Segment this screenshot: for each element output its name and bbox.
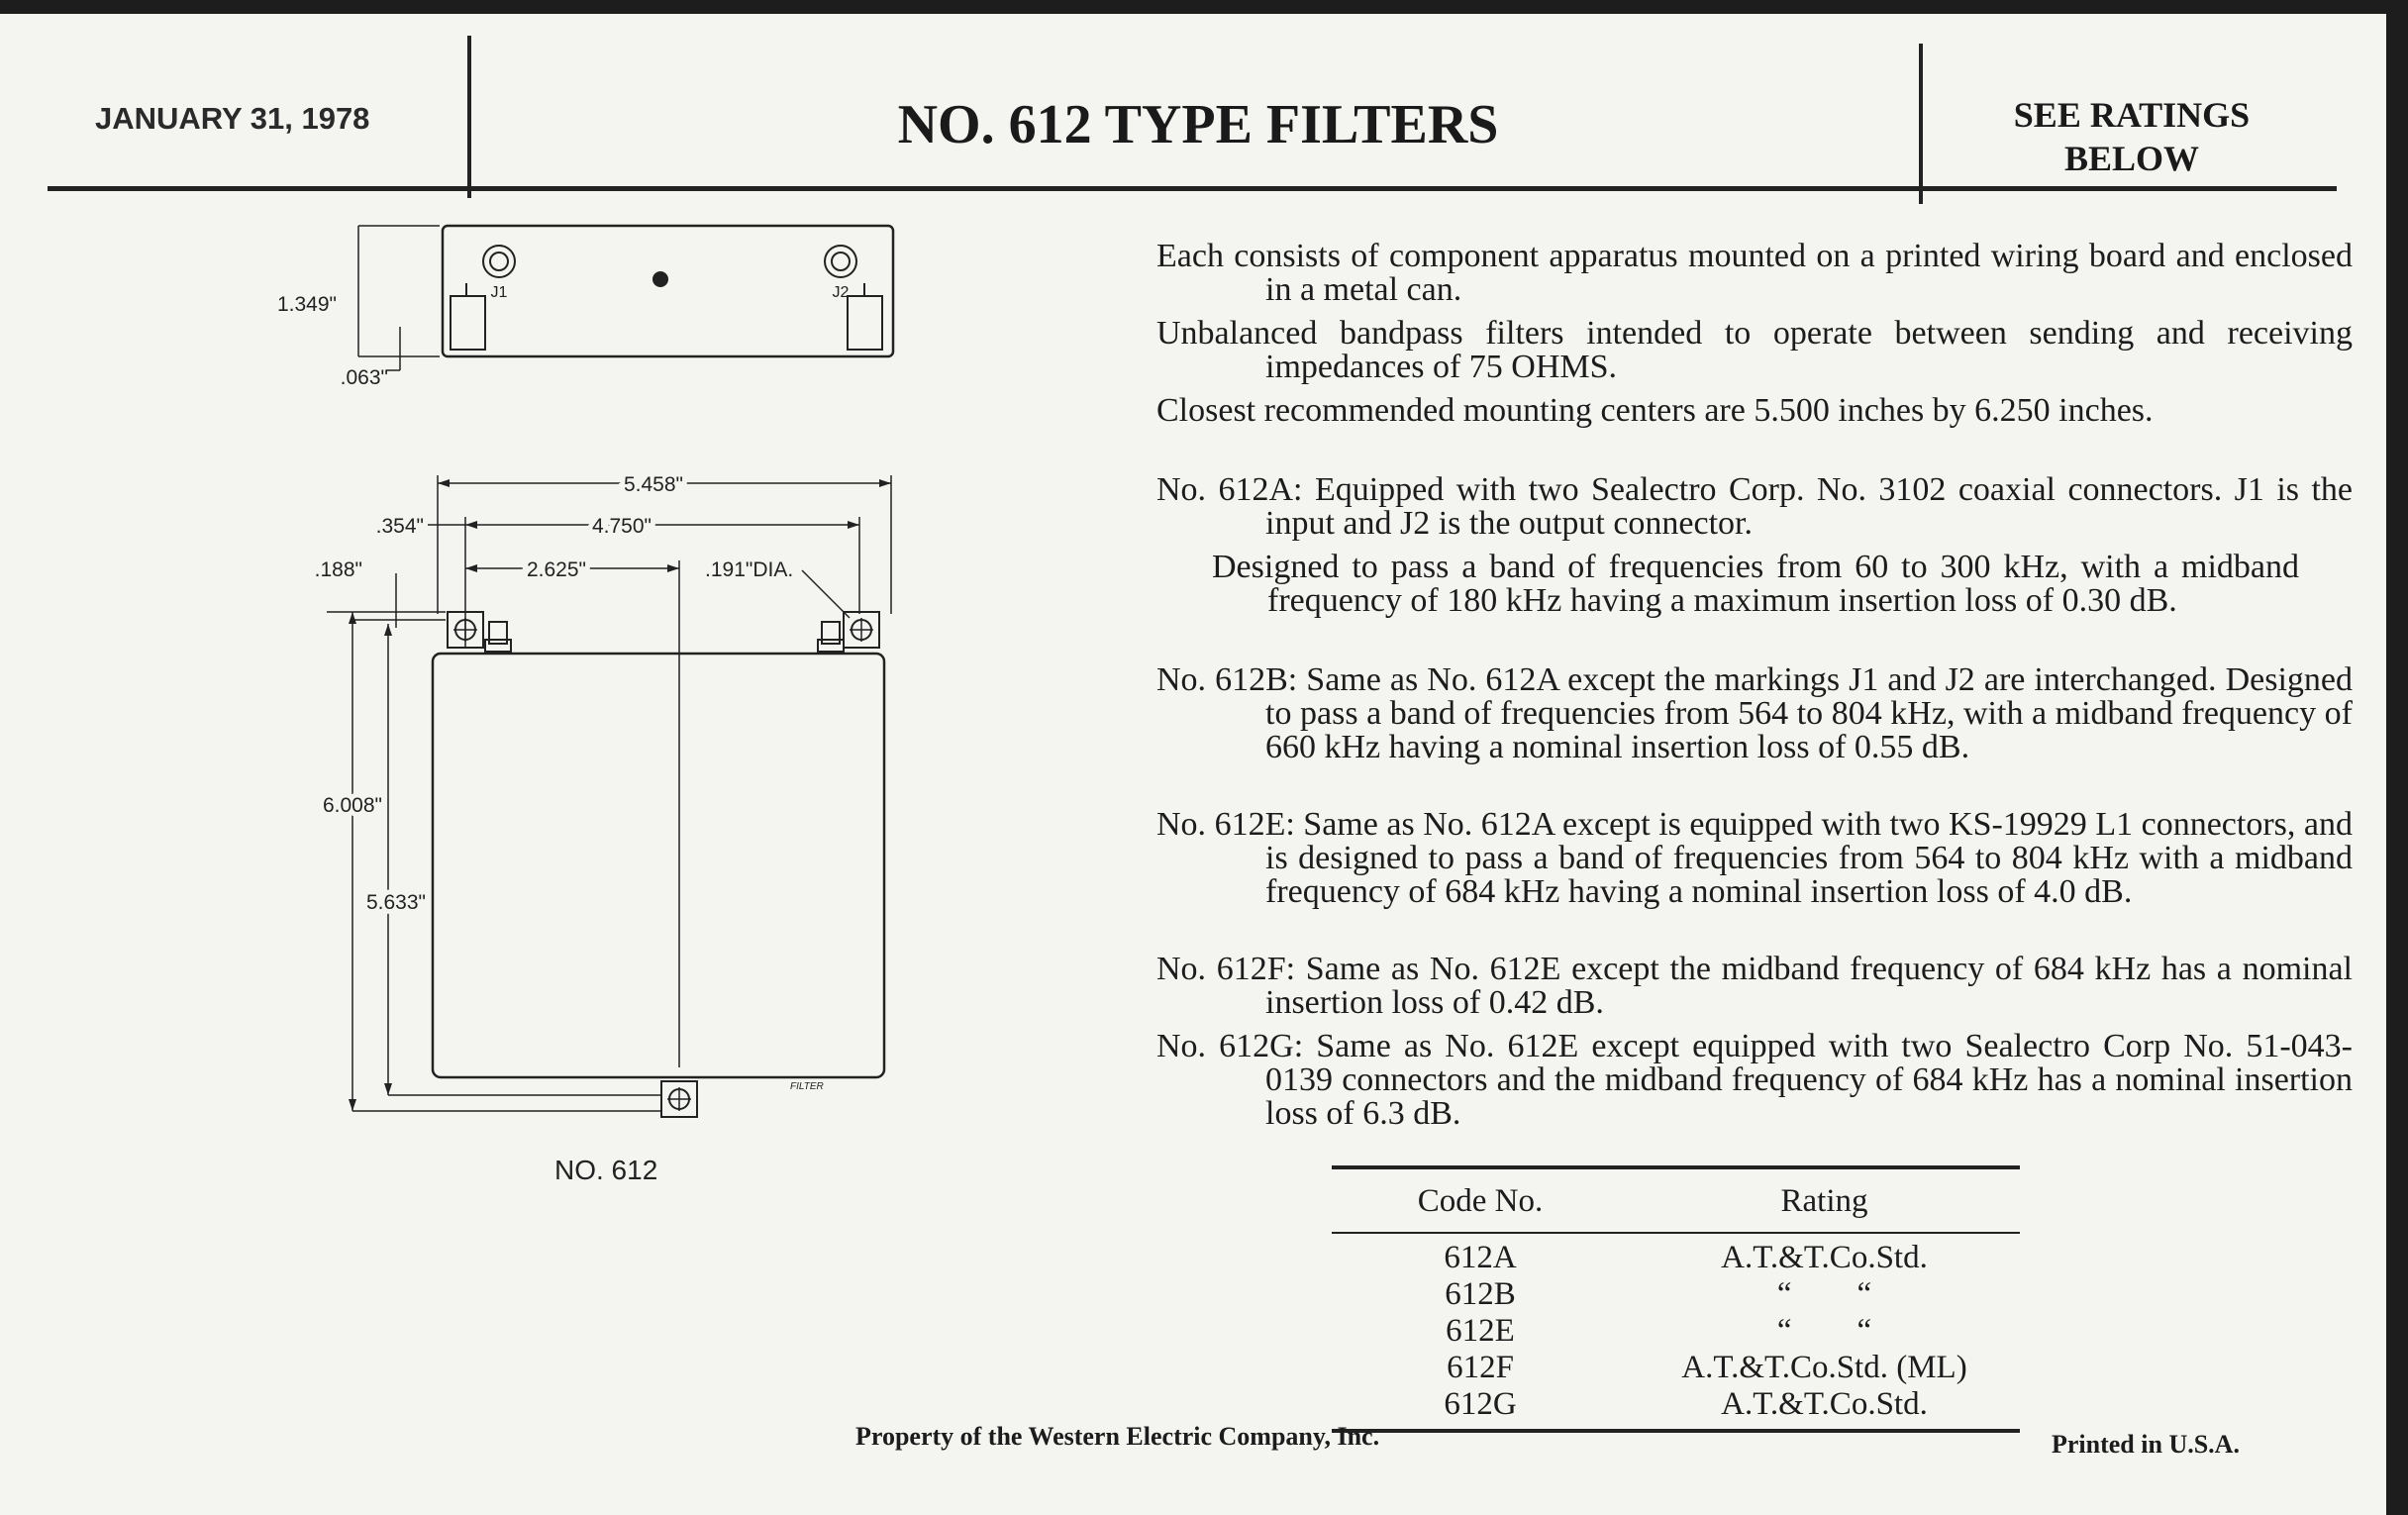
header-divider-left bbox=[467, 36, 471, 198]
issue-date: JANUARY 31, 1978 bbox=[95, 101, 370, 136]
j2-connector-icon bbox=[825, 246, 856, 277]
ratings-note bbox=[1929, 93, 2335, 180]
center-screw-icon bbox=[653, 272, 667, 286]
side-view-foot-right bbox=[848, 296, 882, 350]
side-view-foot-left bbox=[451, 296, 485, 350]
label-j1: J1 bbox=[490, 284, 508, 301]
spec-card bbox=[0, 14, 2386, 1515]
dim-188: .188" bbox=[314, 558, 362, 581]
rating-cell: A.T.&T.Co.Std. bbox=[1721, 1386, 1928, 1422]
label-j2: J2 bbox=[832, 284, 850, 301]
rating-cell: “ “ bbox=[1776, 1276, 1872, 1312]
desc-mounting: Closest recommended mounting centers are 5.500 inches by 6.250 inches. bbox=[1156, 392, 2154, 429]
desc-impedance: Unbalanced bandpass filters intended to operate between sending and receiving impedances of 75 OHMS. bbox=[1156, 315, 2353, 385]
code-cell: 612E bbox=[1446, 1313, 1515, 1349]
dim-354: .354" bbox=[375, 515, 424, 538]
table-row bbox=[1332, 1386, 2020, 1431]
desc-612e: No. 612E: Same as No. 612A except is equipped with two KS-19929 L1 connectors, and is designed to pass a band of frequencies from 564 to 804 kHz with a midband frequency of 684 kHz having a nominal insertion loss of 4.0 dB. bbox=[1156, 806, 2353, 910]
header-rule bbox=[48, 186, 2337, 191]
dim-4750: 4.750" bbox=[591, 515, 652, 538]
rating-cell: A.T.&T.Co.Std. bbox=[1721, 1240, 1928, 1275]
label-filter: FILTER bbox=[790, 1081, 824, 1092]
ratings-table bbox=[1332, 1165, 2020, 1433]
desc-construction: Each consists of component apparatus mounted on a printed wiring board and enclosed in a metal can. bbox=[1156, 238, 2353, 308]
col-rating: Rating bbox=[1629, 1167, 2020, 1233]
dim-5633: 5.633" bbox=[365, 891, 426, 914]
header-divider-right bbox=[1919, 44, 1923, 204]
rating-cell: “ “ bbox=[1776, 1313, 1872, 1349]
filter-drawing bbox=[0, 198, 970, 1188]
dim-063: .063" bbox=[340, 366, 388, 389]
dim-2625: 2.625" bbox=[526, 558, 587, 581]
drawing-caption: NO. 612 bbox=[554, 1155, 658, 1185]
dim-1349: 1.349" bbox=[276, 293, 337, 316]
filter-can-body bbox=[433, 654, 884, 1077]
rating-cell: A.T.&T.Co.Std. (ML) bbox=[1681, 1350, 1967, 1385]
code-cell: 612G bbox=[1444, 1386, 1517, 1422]
desc-612g: No. 612G: Same as No. 612E except equipped with two Sealectro Corp No. 51-043-0139 connectors and the midband frequency of 684 kHz has a nominal insertion loss of 6.3 dB. bbox=[1156, 1028, 2353, 1132]
code-cell: 612F bbox=[1447, 1350, 1514, 1385]
ratings-header-row bbox=[1332, 1167, 2020, 1233]
table-row bbox=[1332, 1313, 2020, 1350]
col-code: Code No. bbox=[1332, 1167, 1629, 1233]
desc-612f: No. 612F: Same as No. 612E except the midband frequency of 684 kHz has a nominal insertion loss of 0.42 dB. bbox=[1156, 951, 2353, 1021]
side-view-body bbox=[443, 226, 893, 356]
table-row bbox=[1332, 1276, 2020, 1313]
desc-612b: No. 612B: Same as No. 612A except the markings J1 and J2 are interchanged. Designed to pass a band of frequencies from 564 to 804 kHz, with a midband frequency of 660 kHz having a nominal insertion loss of 0.55 dB. bbox=[1156, 661, 2353, 765]
dim-6008: 6.008" bbox=[322, 794, 382, 817]
page-title: NO. 612 TYPE FILTERS bbox=[897, 94, 1499, 155]
code-cell: 612B bbox=[1445, 1276, 1516, 1312]
j1-connector-icon bbox=[483, 246, 515, 277]
code-cell: 612A bbox=[1444, 1240, 1517, 1275]
desc-612a: No. 612A: Equipped with two Sealectro Corp. No. 3102 coaxial connectors. J1 is the input and J2 is the output connector. bbox=[1156, 471, 2353, 542]
ratings-note-line1: SEE RATINGS bbox=[2013, 95, 2251, 135]
table-row bbox=[1332, 1350, 2020, 1386]
dim-hole-dia: .191"DIA. bbox=[705, 558, 794, 581]
dim-5458: 5.458" bbox=[623, 473, 684, 496]
footer-printed: Printed in U.S.A. bbox=[2052, 1430, 2240, 1459]
ratings-note-line2: BELOW bbox=[2063, 139, 2200, 178]
footer-property: Property of the Western Electric Company, Inc. bbox=[855, 1422, 1380, 1451]
table-row bbox=[1332, 1233, 2020, 1276]
desc-612a-band: Designed to pass a band of frequencies from 60 to 300 kHz, with a midband frequency of 180 kHz having a maximum insertion loss of 0.30 dB. bbox=[1212, 549, 2299, 619]
